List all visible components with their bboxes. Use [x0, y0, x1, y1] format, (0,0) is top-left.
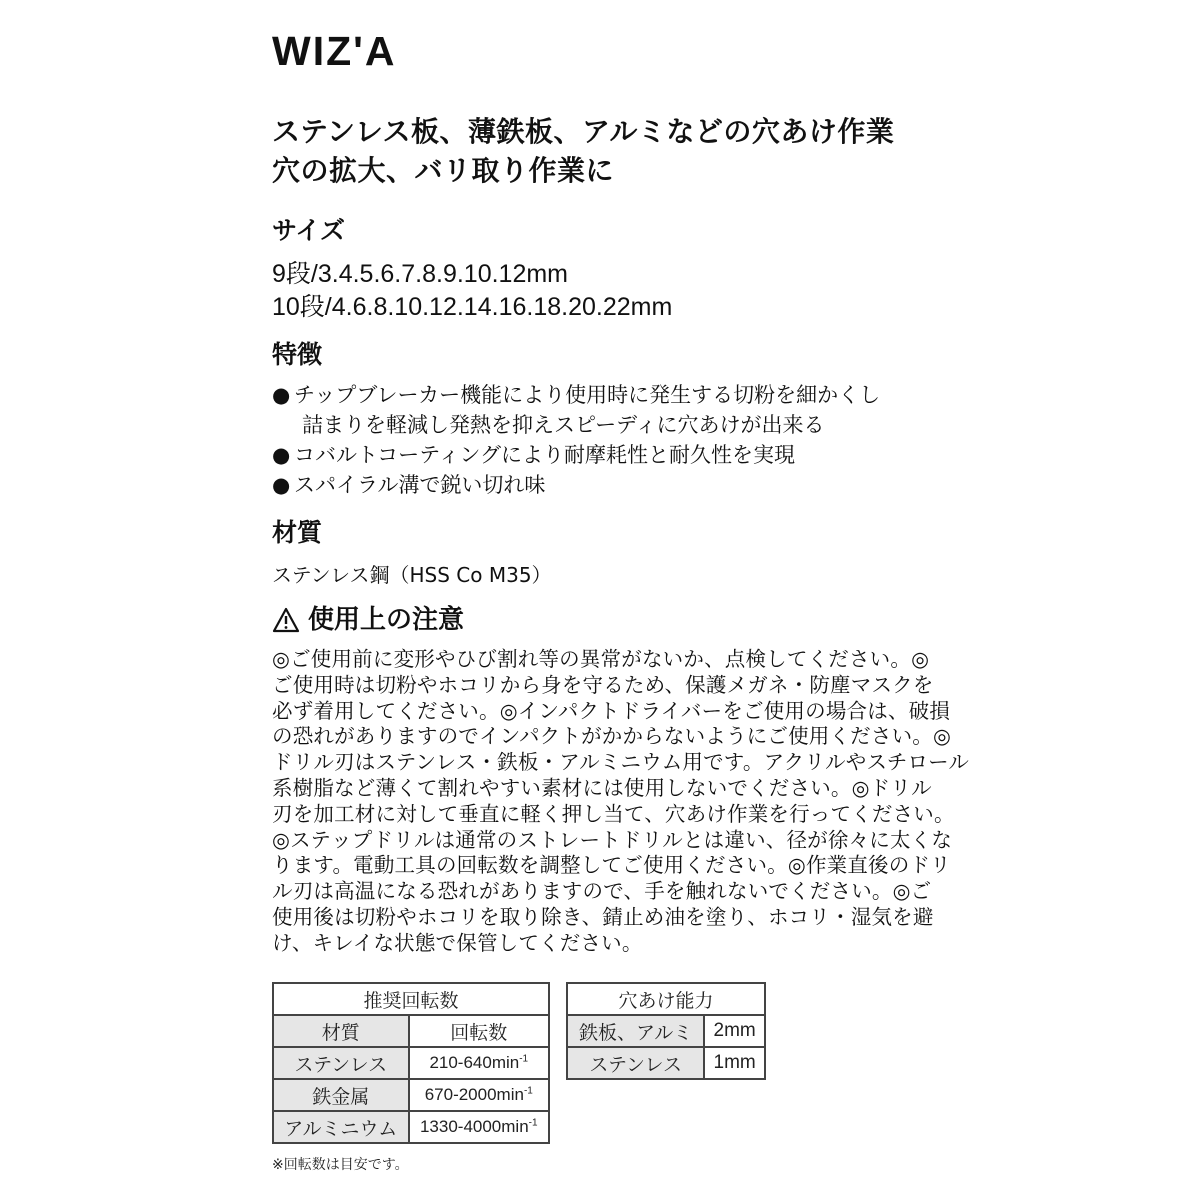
product-spec-sheet	[272, 0, 970, 1200]
table-row	[567, 1015, 765, 1047]
rpm-value-cell: $670-2000\min^{-1}$	[409, 1079, 549, 1111]
table-row	[567, 1047, 765, 1079]
material-value: ステンレス鋼（HSS Co M35）	[272, 563, 552, 587]
size-line: 9段/3.4.5.6.7.8.9.10.12mm	[272, 260, 569, 288]
hole-table-title: 穴あけ能力	[567, 983, 765, 1015]
feature-item: ● スパイラル溝で鋭い切れ味	[272, 470, 880, 500]
rpm-footnote: ※回転数は目安です。	[272, 1157, 409, 1173]
tagline-line-2: 穴の拡大、バリ取り作業に	[272, 154, 615, 187]
feature-item: ● チップブレーカー機能により使用時に発生する切粉を細かくし 詰まりを軽減し発熱を抑えスピーディに穴あけが出来る	[272, 380, 880, 440]
caution-line: ご使用時は切粉やホコリから身を守るため、保護メガネ・防塵マスクを	[272, 672, 934, 697]
caution-line: ります。電動工具の回転数を調整してご使用ください。◎作業直後のドリ	[272, 853, 951, 878]
caution-line: の恐れがありますのでインパクトがかからないようにご使用ください。◎	[272, 724, 952, 749]
caution-line: ◎ステップドリルは通常のストレートドリルとは違い、径が徐々に太くな	[272, 827, 953, 852]
size-line: 10段/4.6.8.10.12.14.16.18.20.22mm	[272, 293, 673, 321]
features-heading: 特徴	[272, 340, 323, 369]
features-list	[272, 380, 880, 500]
caution-heading: 使用上の注意	[272, 602, 464, 638]
hole-material-cell: 鉄板、アルミ	[567, 1015, 704, 1047]
size-heading: サイズ	[272, 216, 346, 245]
caution-line: ドリル刃はステンレス・鉄板・アルミニウム用です。アクリルやスチロール	[272, 750, 970, 775]
table-row	[273, 1047, 549, 1079]
rpm-header-material: 材質	[273, 1015, 409, 1047]
bullet-icon: ●	[272, 383, 291, 407]
hole-capacity-cell: 2mm	[704, 1015, 765, 1047]
rpm-material-cell: アルミニウム	[273, 1111, 409, 1143]
rpm-header-speed: 回転数	[409, 1015, 549, 1047]
caution-line: ル刃は高温になる恐れがありますので、手を触れないでください。◎ご	[272, 879, 932, 904]
caution-body	[272, 647, 970, 957]
rpm-material-cell: ステンレス	[273, 1047, 409, 1079]
caution-line: 必ず着用してください。◎インパクトドライバーをご使用の場合は、破損	[272, 698, 951, 723]
hole-capacity-cell: 1mm	[704, 1047, 765, 1079]
brand-logo: WIZ'A	[272, 28, 397, 74]
rpm-table-title: 推奨回転数	[273, 983, 549, 1015]
hole-capacity-table	[566, 982, 766, 1080]
rpm-value-cell: $210-640\min^{-1}$	[409, 1047, 549, 1079]
bullet-icon: ●	[272, 443, 291, 467]
table-row	[273, 1111, 549, 1143]
table-row	[273, 1079, 549, 1111]
warning-triangle-icon	[272, 607, 300, 633]
caution-line: ◎ご使用前に変形やひび割れ等の異常がないか、点検してください。◎	[272, 647, 930, 671]
feature-item: ● コバルトコーティングにより耐摩耗性と耐久性を実現	[272, 440, 880, 470]
hole-material-cell: ステンレス	[567, 1047, 704, 1079]
rpm-value-cell: $1330-4000\min^{-1}$	[409, 1111, 549, 1143]
tagline-line-1: ステンレス板、薄鉄板、アルミなどの穴あけ作業	[272, 115, 895, 148]
material-heading: 材質	[272, 518, 323, 547]
caution-line: け、キレイな状態で保管してください。	[272, 930, 643, 955]
rpm-material-cell: 鉄金属	[273, 1079, 409, 1111]
caution-line: 刃を加工材に対して垂直に軽く押し当て、穴あけ作業を行ってください。	[272, 801, 955, 826]
rpm-table	[272, 982, 550, 1144]
caution-line: 系樹脂など薄くて割れやすい素材には使用しないでください。◎ドリル	[272, 775, 932, 800]
tagline	[272, 112, 894, 190]
size-list	[272, 258, 672, 324]
bullet-icon: ●	[272, 473, 291, 497]
caution-line: 使用後は切粉やホコリを取り除き、錆止め油を塗り、ホコリ・湿気を避	[272, 904, 934, 929]
